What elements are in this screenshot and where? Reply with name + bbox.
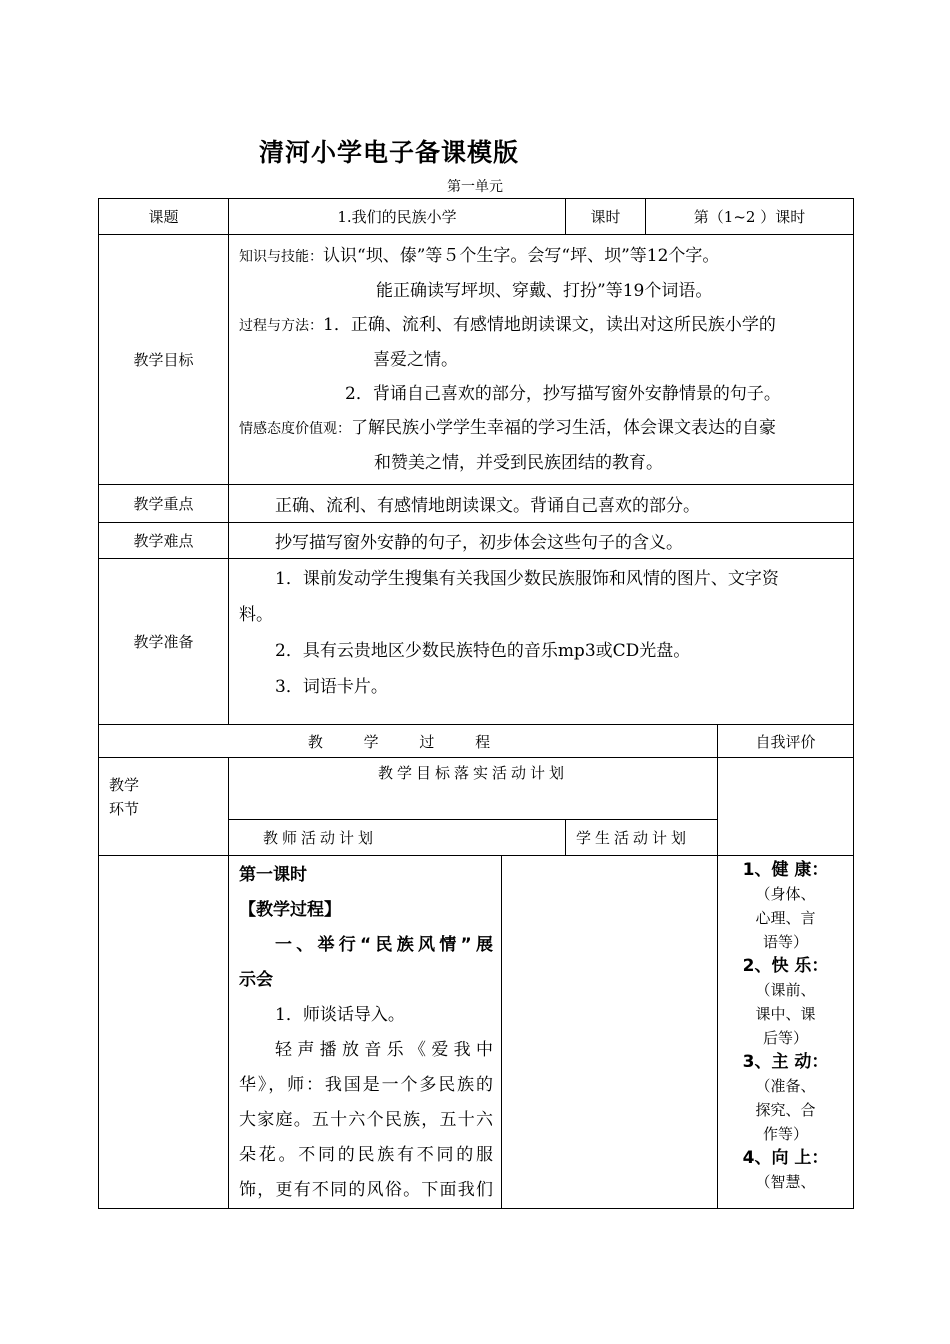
topic-value: 1.我们的民族小学	[229, 199, 566, 235]
objectives-label: 教学目标	[99, 235, 229, 485]
lesson-process: 【教学过程】	[239, 900, 341, 920]
eval-head: 3、主 动：	[742, 1052, 829, 1072]
document-title: 清河小学电子备课模版	[259, 138, 520, 167]
objective-prefix: 知识与技能：	[239, 249, 323, 265]
objective-line: 认识“坝、傣”等５个生字。会写“坪、坝”等12个字。	[323, 246, 720, 266]
stage-cell	[99, 856, 229, 1209]
lesson-plan-table	[98, 198, 854, 1209]
eval-line: （智慧、	[755, 1173, 816, 1191]
objective-line: 2．背诵自己喜欢的部分，抄写描写窗外安静情景的句子。	[345, 384, 781, 404]
objective-line: 了解民族小学学生幸福的学习生活，体会课文表达的自豪	[351, 418, 776, 438]
preparation-content	[229, 559, 854, 725]
process-header: 教 学 过 程	[99, 725, 718, 758]
lesson-paragraph: 饰，更有不同的风俗。下面我们	[239, 1180, 493, 1200]
period-label: 课时	[566, 199, 646, 235]
eval-line: 探究、合	[755, 1101, 816, 1119]
eval-line: 后等）	[762, 1029, 808, 1047]
lesson-step: 1．师谈话导入。	[275, 1005, 405, 1025]
teacher-plan-header: 教师活动计划	[229, 820, 566, 856]
self-eval-empty	[718, 758, 854, 856]
preparation-line: 3．词语卡片。	[275, 677, 388, 697]
objective-line: 能正确读写坪坝、穿戴、打扮”等19个词语。	[376, 281, 713, 301]
lesson-paragraph: 轻声播放音乐《爱我中	[275, 1040, 493, 1060]
objective-line: 1．正确、流利、有感情地朗读课文，读出对这所民族小学的	[323, 315, 776, 335]
eval-head: 4、向 上：	[742, 1148, 829, 1168]
lesson-section: 一、举行“民族风情”展	[275, 935, 493, 955]
eval-line: 心理、言	[755, 909, 816, 927]
objective-prefix: 情感态度价值观：	[239, 421, 351, 437]
eval-line: （身体、	[755, 885, 816, 903]
eval-line: （准备、	[755, 1077, 816, 1095]
preparation-line: 2．具有云贵地区少数民族特色的音乐mp3或CD光盘。	[275, 641, 691, 661]
lesson-period: 第一课时	[239, 865, 307, 885]
eval-line: （课前、	[755, 981, 816, 999]
preparation-line: 料。	[239, 605, 273, 625]
preparation-label: 教学准备	[99, 559, 229, 725]
eval-line: 语等）	[762, 933, 808, 951]
self-eval-header: 自我评价	[718, 725, 854, 758]
stage-label: 教学 环节	[99, 758, 229, 856]
eval-head: 2、快 乐：	[742, 956, 829, 976]
self-evaluation	[718, 856, 854, 1209]
unit-label: 第一单元	[447, 179, 503, 195]
objective-prefix: 过程与方法：	[239, 318, 323, 334]
lesson-section: 示会	[239, 970, 273, 990]
eval-head: 1、健 康：	[742, 860, 829, 880]
student-activity	[502, 856, 718, 1209]
key-points-text: 正确、流利、有感情地朗读课文。背诵自己喜欢的部分。	[229, 485, 854, 523]
difficulties-label: 教学难点	[99, 523, 229, 559]
topic-label: 课题	[99, 199, 229, 235]
difficulties-text: 抄写描写窗外安静的句子，初步体会这些句子的含义。	[229, 523, 854, 559]
lesson-paragraph: 华》，师：我国是一个多民族的	[239, 1075, 493, 1095]
objective-line: 喜爱之情。	[373, 350, 458, 370]
preparation-line: 1．课前发动学生搜集有关我国少数民族服饰和风情的图片、文字资	[275, 569, 779, 589]
lesson-paragraph: 朵花。不同的民族有不同的服	[239, 1145, 493, 1165]
objective-line: 和赞美之情，并受到民族团结的教育。	[374, 453, 663, 473]
goal-plan-header: 教学目标落实活动计划	[229, 758, 718, 820]
objectives-content	[229, 235, 854, 485]
period-value: 第（1~2 ）课时	[646, 199, 854, 235]
student-plan-header: 学生活动计划	[566, 820, 718, 856]
eval-line: 作等）	[762, 1125, 808, 1143]
lesson-paragraph: 大家庭。五十六个民族，五十六	[239, 1110, 493, 1130]
teacher-activity	[229, 856, 502, 1209]
key-points-label: 教学重点	[99, 485, 229, 523]
eval-line: 课中、课	[755, 1005, 816, 1023]
